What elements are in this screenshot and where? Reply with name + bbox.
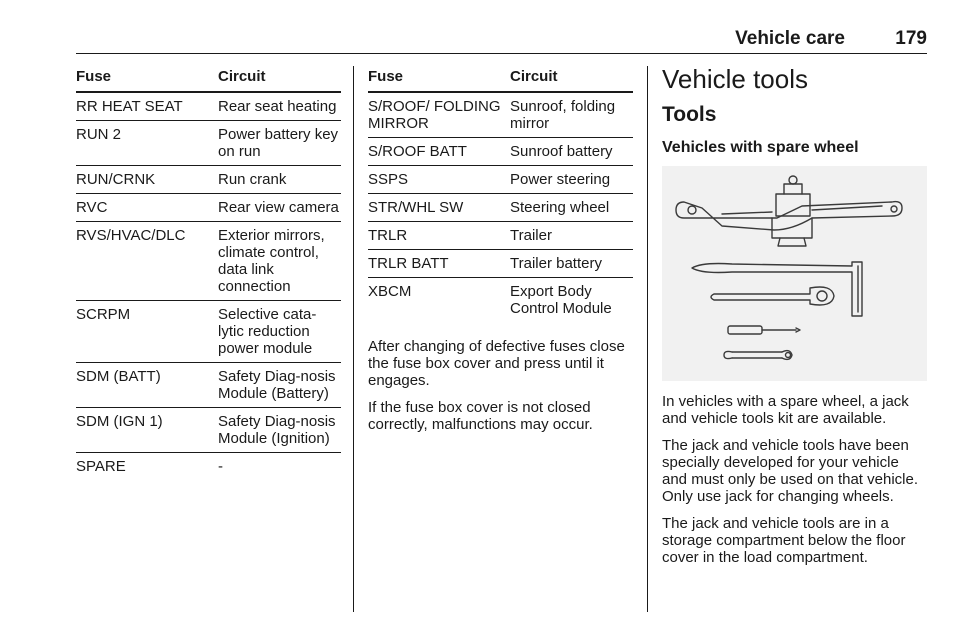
tools-paragraph-1: In vehicles with a spare wheel, a jack and vehicle tools kit are available. bbox=[662, 393, 909, 427]
towing-eye-icon bbox=[711, 287, 834, 305]
table-row bbox=[76, 166, 341, 194]
table-row bbox=[76, 194, 341, 222]
header-rule bbox=[76, 53, 927, 54]
fuse-cell: TRLR bbox=[368, 222, 510, 250]
fuse-cell: SDM (IGN 1) bbox=[76, 408, 218, 453]
column-divider-left bbox=[353, 66, 354, 612]
table-row bbox=[76, 301, 341, 363]
column-divider-right bbox=[647, 66, 648, 612]
section-title: Vehicle care bbox=[735, 28, 845, 49]
circuit-cell: Trailer bbox=[510, 222, 633, 250]
circuit-cell: - bbox=[218, 458, 223, 475]
subsection-heading: Tools bbox=[662, 103, 717, 126]
table-row bbox=[368, 250, 633, 278]
fuse-cell: S/ROOF/ FOLDING MIRROR bbox=[368, 92, 510, 138]
fuse-cell: TRLR BATT bbox=[368, 250, 510, 278]
vehicle-tools-illustration bbox=[662, 166, 927, 381]
fuse-note-1: After changing of defective fuses close the fuse box cover and press until it engages. bbox=[368, 338, 625, 389]
fuse-cell: XBCM bbox=[368, 283, 412, 300]
table-row bbox=[368, 138, 633, 166]
section-heading: Vehicle tools bbox=[662, 64, 808, 94]
table-row bbox=[368, 92, 633, 138]
col-header-circuit: Circuit bbox=[510, 66, 633, 92]
column-left bbox=[76, 66, 341, 480]
jack-icon bbox=[676, 176, 902, 246]
fuse-table-2 bbox=[368, 66, 633, 322]
circuit-cell: Safety Diag-nosis Module (Battery) bbox=[218, 363, 341, 408]
page-number: 179 bbox=[895, 28, 927, 49]
fuse-cell: SCRPM bbox=[76, 301, 218, 363]
fuse-cell: RVC bbox=[76, 194, 218, 222]
fuse-cell: RVS/HVAC/DLC bbox=[76, 222, 218, 301]
fuse-cell: S/ROOF BATT bbox=[368, 138, 510, 166]
table-row bbox=[368, 222, 633, 250]
sub-subsection-heading: Vehicles with spare wheel bbox=[662, 139, 859, 156]
circuit-cell: Safety Diag-nosis Module (Ignition) bbox=[218, 408, 341, 453]
tools-paragraph-2: The jack and vehicle tools have been specially developed for your vehicle and must only be used on that vehicle. Only use jack for changing wheels. bbox=[662, 437, 918, 505]
fuse-cell: RUN/CRNK bbox=[76, 166, 218, 194]
circuit-cell: Rear view camera bbox=[218, 194, 341, 222]
table-row bbox=[368, 194, 633, 222]
table-row bbox=[76, 92, 341, 121]
col-header-fuse: Fuse bbox=[368, 66, 510, 92]
table-row bbox=[76, 408, 341, 453]
fuse-table-1 bbox=[76, 66, 341, 480]
table-row bbox=[76, 453, 341, 481]
column-right bbox=[662, 66, 927, 566]
column-middle bbox=[368, 66, 633, 433]
circuit-cell: Trailer battery bbox=[510, 250, 633, 278]
circuit-cell: Run crank bbox=[218, 166, 341, 194]
circuit-cell: Selective cata-lytic reduction power module bbox=[218, 301, 341, 363]
fuse-cell: RR HEAT SEAT bbox=[76, 92, 218, 121]
wrench-icon bbox=[692, 262, 862, 316]
table-row bbox=[76, 363, 341, 408]
circuit-cell: Sunroof battery bbox=[510, 138, 633, 166]
circuit-cell: Export Body Control Module bbox=[510, 283, 612, 317]
page-header bbox=[76, 28, 927, 52]
fuse-cell: STR/WHL SW bbox=[368, 194, 510, 222]
tools-paragraph-3: The jack and vehicle tools are in a storage compartment below the floor cover in the load compartment. bbox=[662, 515, 906, 566]
table-row bbox=[368, 278, 633, 323]
circuit-cell: Power steering bbox=[510, 166, 633, 194]
fuse-cell: SDM (BATT) bbox=[76, 363, 218, 408]
fuse-cell: SPARE bbox=[76, 458, 126, 475]
circuit-cell: Sunroof, folding mirror bbox=[510, 92, 633, 138]
table-row bbox=[76, 121, 341, 166]
tools-drawing bbox=[662, 166, 927, 381]
circuit-cell: Rear seat heating bbox=[218, 92, 341, 121]
col-header-circuit: Circuit bbox=[218, 66, 341, 92]
screwdriver-icon bbox=[728, 326, 800, 334]
table-row bbox=[76, 222, 341, 301]
table-row bbox=[368, 166, 633, 194]
col-header-fuse: Fuse bbox=[76, 66, 218, 92]
fuse-cell: SSPS bbox=[368, 166, 510, 194]
circuit-cell: Steering wheel bbox=[510, 194, 633, 222]
fuse-cell: RUN 2 bbox=[76, 121, 218, 166]
spanner-icon bbox=[724, 351, 792, 360]
circuit-cell: Power battery key on run bbox=[218, 121, 341, 166]
fuse-note-2: If the fuse box cover is not closed correctly, malfunctions may occur. bbox=[368, 399, 593, 433]
circuit-cell: Exterior mirrors, climate control, data link connection bbox=[218, 222, 341, 301]
